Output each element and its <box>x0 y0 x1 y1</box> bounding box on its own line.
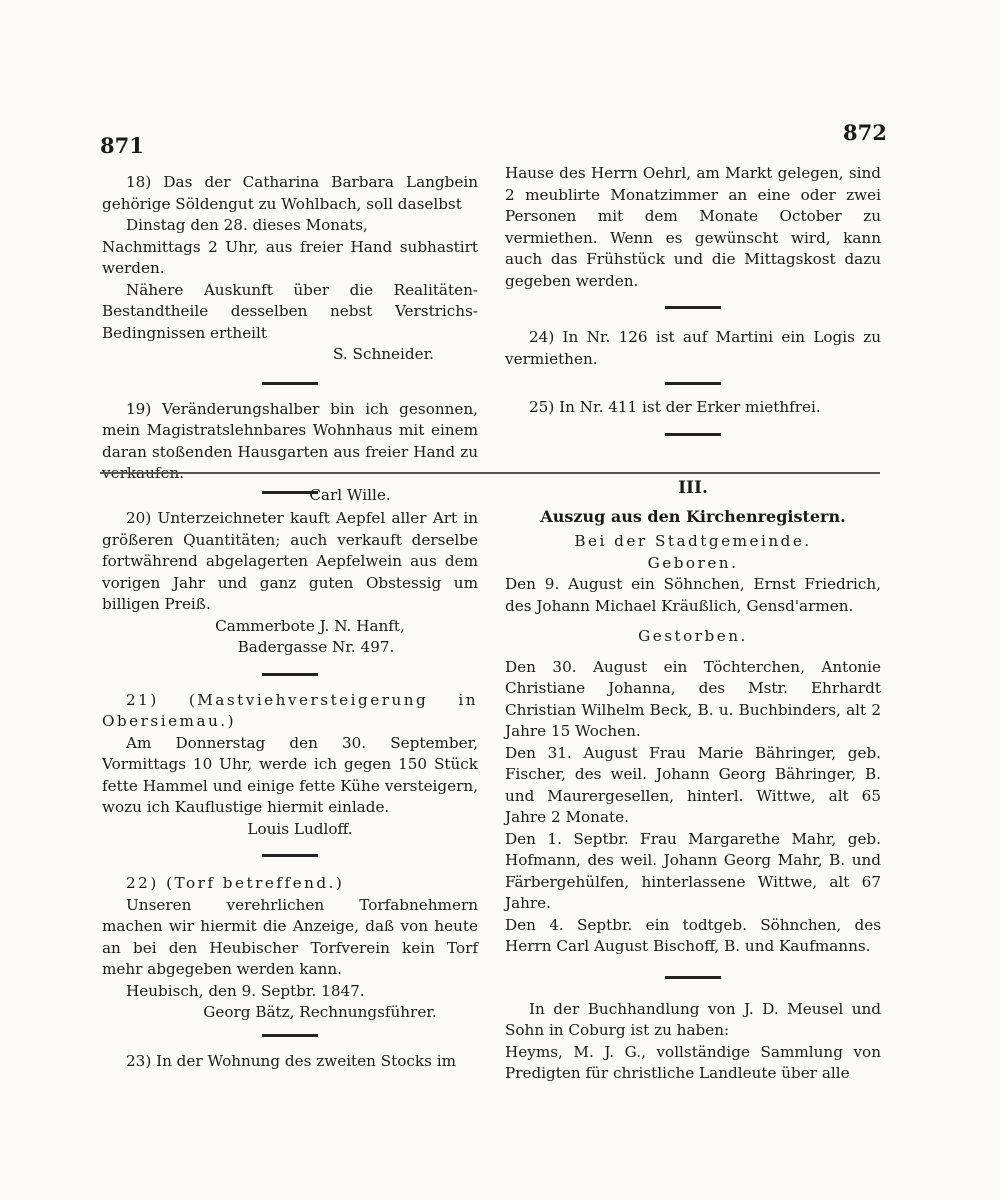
book-entry: Heyms, M. J. G., vollständige Sammlung von Predigten für christliche Landleute über alle <box>505 1042 881 1082</box>
ad-18-time: Nachmittags 2 Uhr, aus freier Hand subhastirt werden. <box>102 237 478 277</box>
separator-rule <box>262 673 318 676</box>
separator-rule <box>262 382 318 385</box>
ad-18-text: 18) Das der Catharina Barbara Langbein gehörige Söldengut zu Wohlbach, soll daselbst <box>102 173 478 213</box>
right-column-top <box>505 163 881 436</box>
page-number-left: 871 <box>100 133 144 158</box>
death-entry: Den 4. Septbr. ein todtgeb. Söhnchen, des Herrn Carl August Bischoff, B. und Kaufmanns. <box>505 915 881 955</box>
left-column-top <box>102 172 478 506</box>
separator-rule <box>665 976 721 979</box>
ad-21-text: Am Donnerstag den 30. September, Vormittags 10 Uhr, werde ich gegen 150 Stück fette Hammel und einige fette Kühe versteigern, wozu ich Kauflustige hiermit einlade. <box>102 733 478 816</box>
died-heading: Gestorben. <box>638 627 748 645</box>
ad-18-info: Nähere Auskunft über die Realitäten-Bestandtheile desselben nebst Verstrichs-Bedingnissen ertheilt <box>102 280 478 342</box>
ad-20-signature-name: Cammerbote J. N. Hanft, <box>215 616 405 635</box>
separator-rule <box>262 491 318 494</box>
separator-rule <box>665 306 721 309</box>
birth-entry: Den 9. August ein Söhnchen, Ernst Friedrich, des Johann Michael Kräußlich, Gensd'armen. <box>505 575 881 615</box>
separator-rule <box>262 854 318 857</box>
separator-rule <box>262 1034 318 1037</box>
parish-heading: Bei der Stadtgemeinde. <box>574 532 812 550</box>
death-entry: Den 1. Septbr. Frau Margarethe Mahr, geb. Hofmann, des weil. Johann Georg Mahr, B. und Färbergehülfen, hinterlassene Wittwe, alt 67 Jahre. <box>505 829 881 912</box>
ad-22-signature: Georg Bätz, Rechnungsführer. <box>203 1003 437 1021</box>
ad-25: 25) In Nr. 411 ist der Erker miethfrei. <box>529 398 821 416</box>
full-width-divider <box>100 472 880 474</box>
ad-22-title: 22) (Torf betreffend.) <box>126 874 345 892</box>
left-column-bottom <box>102 487 478 1072</box>
ad-21-signature: Louis Ludloff. <box>247 819 353 838</box>
ad-20-signature-address: Badergasse Nr. 497. <box>237 638 395 656</box>
ad-19-signature: Carl Wille. <box>309 485 391 504</box>
ad-22-text: Unseren verehrlichen Torfabnehmern machen wir hiermit die Anzeige, daß von heute an bei den Heubischer Torfverein kein Torf mehr abgegeben werden kann. <box>102 895 478 978</box>
separator-rule <box>665 433 721 436</box>
right-column-bottom <box>505 478 881 1085</box>
separator-rule <box>665 382 721 385</box>
ad-20-text: 20) Unterzeichneter kauft Aepfel aller Art in größeren Quantitäten; auch verkauft derselbe fortwährend abgelagerten Aepfelwein aus dem vorigen Jahr und ganz guten Obstessig um billigen Preiß. <box>102 509 478 613</box>
ad-21-title: 21) (Mastviehversteigerung in Obersiemau.) <box>102 690 478 730</box>
section-title: Auszug aus den Kirchenregistern. <box>540 506 846 526</box>
ad-23-continuation: Hause des Herrn Oehrl, am Markt gelegen, sind 2 meublirte Monatzimmer an eine oder zwei Personen mit dem Monate October zu vermiethen. Wenn es gewünscht wird, kann auch das Frühstück und die Mittagskost dazu gegeben werden. <box>505 164 881 290</box>
ad-18-signature: S. Schneider. <box>333 345 434 363</box>
death-entry: Den 31. August Frau Marie Bähringer, geb. Fischer, des weil. Johann Georg Bähringer, B. und Maurergesellen, hinterl. Wittwe, alt 65 Jahre 2 Monate. <box>505 743 881 826</box>
ad-23-start: 23) In der Wohnung des zweiten Stocks im <box>126 1051 457 1070</box>
death-entry: Den 30. August ein Töchterchen, Antonie Christiane Johanna, des Mstr. Ehrhardt Christian Wilhelm Beck, B. u. Buchbinders, alt 2 Jahre 15 Wochen. <box>505 657 881 740</box>
ad-22-date: Heubisch, den 9. Septbr. 1847. <box>126 981 365 1000</box>
ad-18-date: Dinstag den 28. dieses Monats, <box>126 216 368 234</box>
born-heading: Geboren. <box>647 553 739 572</box>
page-number-right: 872 <box>843 120 887 145</box>
section-number: III. <box>678 478 708 498</box>
book-advertisement: In der Buchhandlung von J. D. Meusel und Sohn in Coburg ist zu haben: <box>505 999 881 1039</box>
ad-24: 24) In Nr. 126 ist auf Martini ein Logis zu vermiethen. <box>505 328 881 368</box>
ad-19-text: 19) Veränderungshalber bin ich gesonnen, mein Magistratslehnbares Wohnhaus mit einem daran stoßenden Hausgarten aus freier Hand zu verkaufen. <box>102 399 478 482</box>
